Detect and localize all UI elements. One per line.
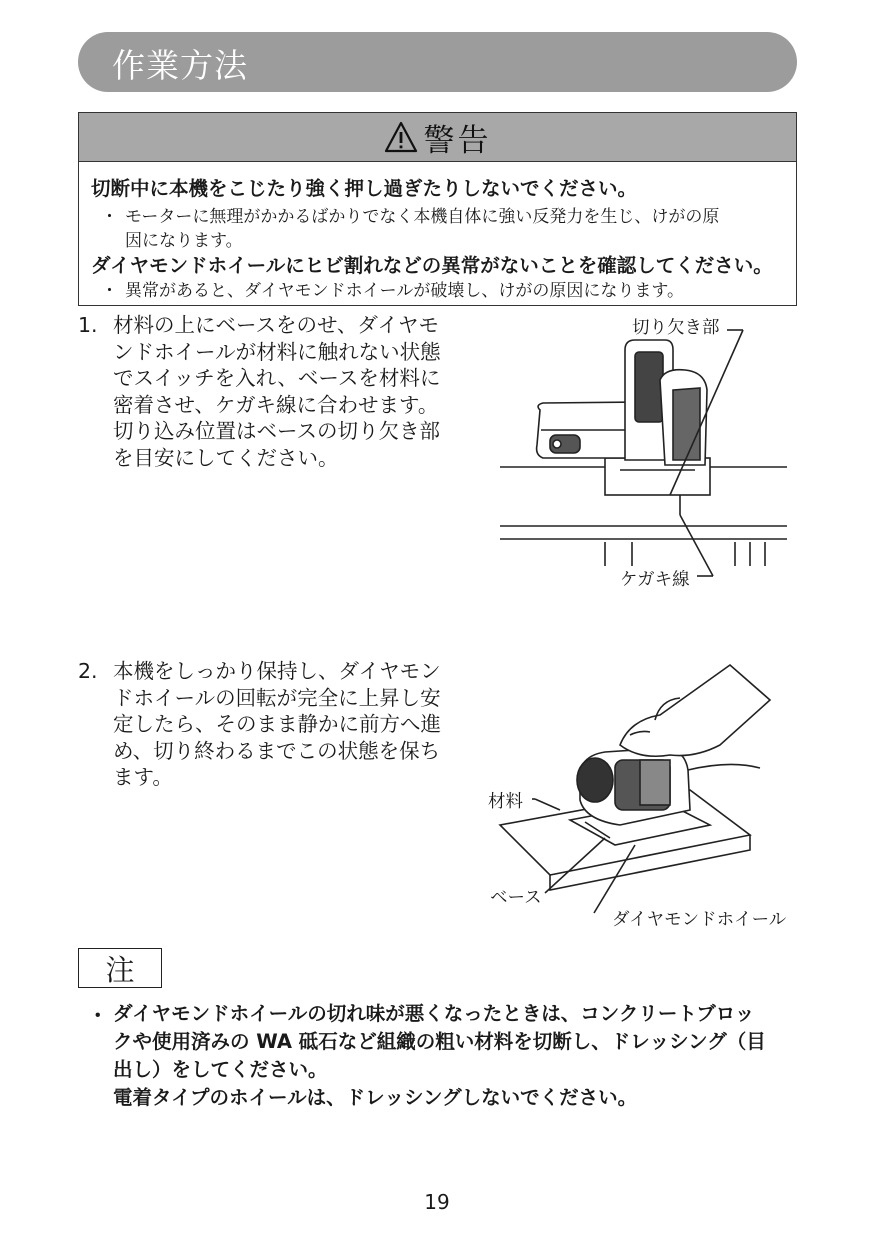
step-2-line: 本機をしっかり保持し、ダイヤモン xyxy=(113,659,441,683)
step-2-line: ます。 xyxy=(113,765,173,789)
step-1-line: を目安にしてください。 xyxy=(113,445,339,470)
warning-item2-line1: 異常があると、ダイヤモンドホイールが破壊し、けがの原因になります。 xyxy=(125,281,684,301)
note-text xyxy=(113,1000,766,1112)
section-header xyxy=(78,32,797,92)
figure-2-label-base: ベース xyxy=(490,888,542,908)
step-2-number: 2. xyxy=(78,659,98,683)
warning-item1-heading: 切断中に本機をこじたり強く押し過ぎたりしないでください。 xyxy=(91,177,638,200)
step-2-line: 定したら、そのまま静かに前方へ進 xyxy=(113,712,441,736)
warning-item1-line1: モーターに無理がかかるばかりでなく本機自体に強い反発力を生じ、けがの原 xyxy=(125,207,720,227)
warning-box xyxy=(78,112,797,306)
note-title: 注 xyxy=(105,952,135,987)
step-2-line: ドホイールの回転が完全に上昇し安 xyxy=(113,685,441,710)
warning-triangle-icon xyxy=(384,121,418,153)
step-1-line: 材料の上にベースをのせ、ダイヤモ xyxy=(113,313,439,337)
step-1-text xyxy=(113,312,441,471)
step-1-line: 切り込み位置はベースの切り欠き部 xyxy=(113,419,440,443)
warning-title: 警告 xyxy=(423,122,492,159)
step-1-line: でスイッチを入れ、ベースを材料に xyxy=(113,366,441,390)
page-number: 19 xyxy=(424,1190,450,1214)
note-line: 出し）をしてください。 xyxy=(113,1058,328,1081)
warning-item2-heading: ダイヤモンドホイールにヒビ割れなどの異常がないことを確認してください。 xyxy=(91,254,773,277)
warning-header xyxy=(79,113,796,162)
warning-item2-bullet: ・ xyxy=(101,281,118,301)
figure-1-illustration xyxy=(495,310,795,600)
step-1-number: 1. xyxy=(78,313,98,337)
figure-2-label-diamond-wheel: ダイヤモンドホイール xyxy=(612,910,787,930)
warning-item1-line2: 因になります。 xyxy=(125,231,243,251)
note-line: クや使用済みの WA 砥石など組織の粗い材料を切断し、ドレッシング（目 xyxy=(113,1030,766,1053)
section-title: 作業方法 xyxy=(112,46,248,85)
figure-2-label-material: 材料 xyxy=(488,792,523,812)
step-1-line: ンドホイールが材料に触れない状態 xyxy=(113,339,441,364)
note-title-box xyxy=(78,948,162,988)
note-bullet: ・ xyxy=(88,1004,108,1027)
figure-1-label-marking-line: ケガキ線 xyxy=(620,570,690,590)
warning-item1-bullet: ・ xyxy=(101,207,118,227)
step-2-text xyxy=(113,658,441,791)
figure-2-illustration xyxy=(490,660,790,920)
step-1-line: 密着させ、ケガキ線に合わせます。 xyxy=(113,392,439,417)
note-line: ダイヤモンドホイールの切れ味が悪くなったときは、コンクリートブロッ xyxy=(113,1002,755,1025)
note-line: 電着タイプのホイールは、ドレッシングしないでください。 xyxy=(113,1086,638,1109)
figure-1-label-notch: 切り欠き部 xyxy=(632,318,720,338)
step-2-line: め、切り終わるまでこの状態を保ち xyxy=(113,738,441,763)
